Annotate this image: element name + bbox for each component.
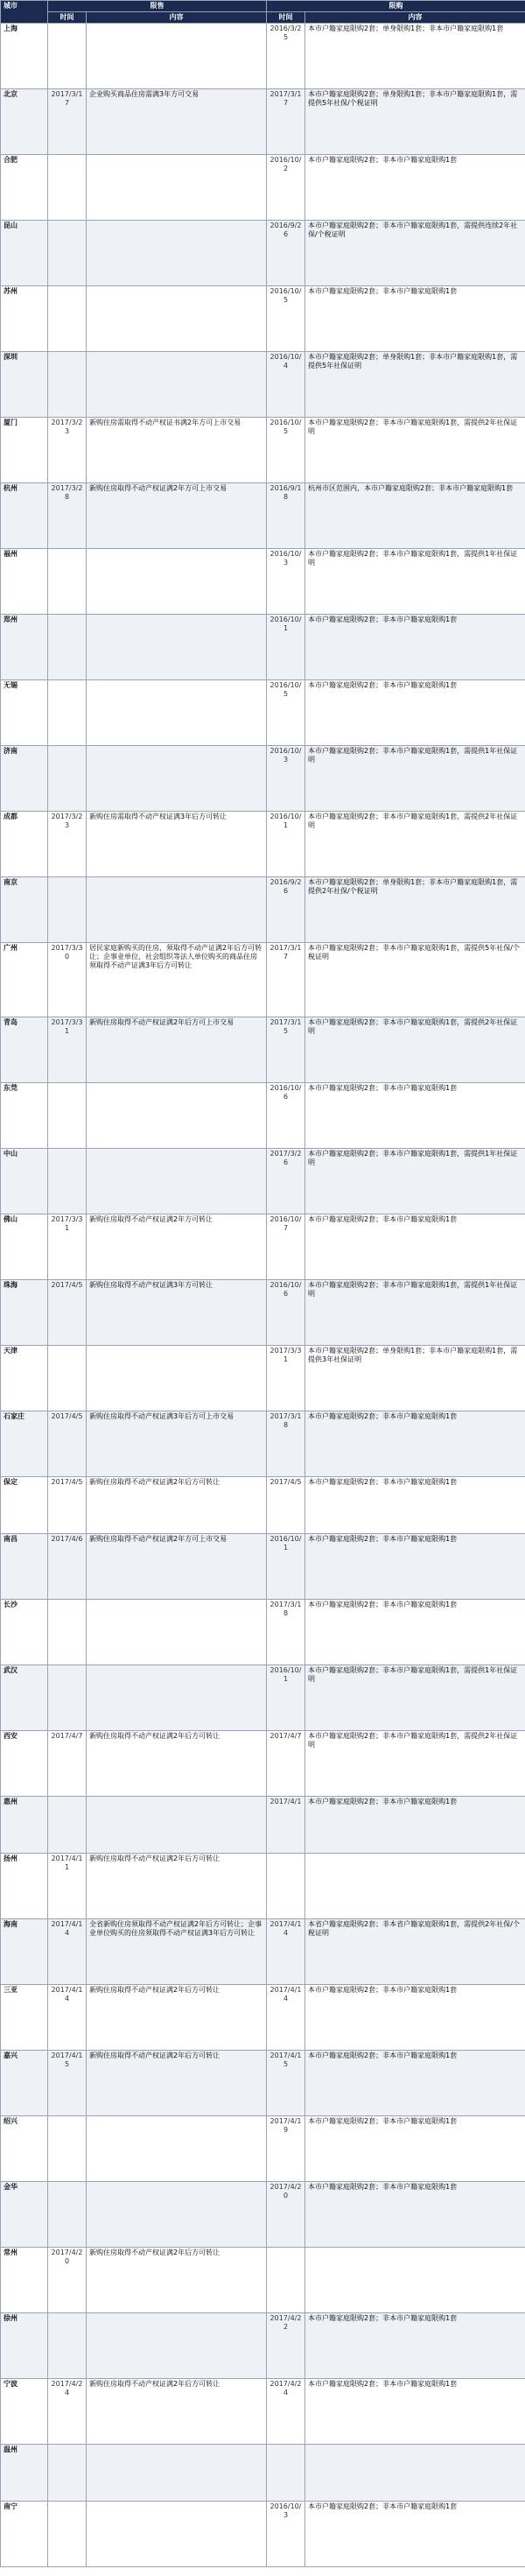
buy-time-cell: 2017/4/5 — [267, 1477, 305, 1534]
buy-content-cell: 本市户籍家庭限购2套；非本市户籍家庭限购1套，需提供连续2年社保/个税证明 — [305, 221, 525, 286]
buy-time-cell: 2016/10/5 — [267, 680, 305, 746]
buy-time-cell: 2016/10/5 — [267, 286, 305, 352]
sale-content-cell — [87, 1797, 267, 1854]
sale-time-cell — [48, 2502, 87, 2567]
sale-content-cell: 新购住房取得不动产权证满3年后方可上市交易 — [87, 1411, 267, 1477]
city-cell: 苏州 — [1, 286, 48, 352]
sale-time-cell: 2017/4/7 — [48, 1731, 87, 1797]
buy-time-cell: 2017/4/7 — [267, 1731, 305, 1797]
table-row — [1, 2051, 525, 2116]
buy-content-cell: 本市户籍家庭限购2套；非本市户籍家庭限购1套 — [305, 2502, 525, 2567]
table-row — [1, 418, 525, 483]
city-cell: 无锡 — [1, 680, 48, 746]
buy-content-cell: 本市户籍家庭限购2套；非本市户籍家庭限购1套 — [305, 1534, 525, 1600]
sale-content-cell — [87, 2116, 267, 2182]
sale-content-cell: 新购住房取得不动产权证满2年后方可转让 — [87, 2379, 267, 2445]
buy-content-cell: 本省户籍家庭限购2套；非本省户籍家庭限购1套，需提供2年社保/个税证明 — [305, 1919, 525, 1985]
sale-time-cell — [48, 2116, 87, 2182]
buy-content-cell: 本市户籍家庭限购2套；非本市户籍家庭限购1套 — [305, 1083, 525, 1149]
buy-content-cell — [305, 2248, 525, 2313]
buy-time-cell: 2017/4/22 — [267, 2313, 305, 2379]
city-cell: 合肥 — [1, 155, 48, 221]
buy-time-cell: 2016/10/1 — [267, 812, 305, 877]
buy-content-cell: 本市户籍家庭限购2套；非本市户籍家庭限购1套，需提供2年社保证明 — [305, 1731, 525, 1797]
city-cell: 海南 — [1, 1919, 48, 1985]
sale-content-cell: 新购住房取得不动产权证满2年方可转让 — [87, 1214, 267, 1280]
sale-content-cell: 全省新购住房须取得不动产权证满2年后方可转让；企事业单位购买的住房须取得不动产权证满3年后方可转让 — [87, 1919, 267, 1985]
buy-content-cell: 本市户籍家庭限购2套；非本市户籍家庭限购1套 — [305, 2116, 525, 2182]
header-restrict-sale: 限售 — [48, 1, 267, 12]
table-row — [1, 2182, 525, 2248]
sale-content-cell: 新购住房取得不动产权证满2年后方可转让 — [87, 1854, 267, 1919]
table-row — [1, 483, 525, 549]
buy-content-cell: 本市户籍家庭限购2套；非本市户籍家庭限购1套 — [305, 155, 525, 221]
city-cell: 昆山 — [1, 221, 48, 286]
buy-content-cell: 本市户籍家庭限购2套；非本市户籍家庭限购1套 — [305, 286, 525, 352]
city-cell: 济南 — [1, 746, 48, 812]
buy-content-cell: 本市户籍家庭限购2套；非本市户籍家庭限购1套，需提供1年社保证明 — [305, 549, 525, 615]
table-row — [1, 221, 525, 286]
sale-time-cell: 2017/3/23 — [48, 812, 87, 877]
city-cell: 广州 — [1, 943, 48, 1017]
buy-time-cell: 2016/10/7 — [267, 1214, 305, 1280]
sale-content-cell — [87, 1346, 267, 1411]
buy-time-cell: 2017/3/26 — [267, 1149, 305, 1214]
buy-content-cell: 本市户籍家庭限购2套；非本市户籍家庭限购1套 — [305, 615, 525, 680]
buy-time-cell: 2016/10/1 — [267, 1665, 305, 1731]
city-cell: 保定 — [1, 1477, 48, 1534]
buy-time-cell: 2016/10/5 — [267, 418, 305, 483]
sale-time-cell: 2017/3/17 — [48, 89, 87, 155]
sale-content-cell — [87, 1149, 267, 1214]
city-cell: 中山 — [1, 1149, 48, 1214]
table-row — [1, 2502, 525, 2567]
table-row — [1, 2445, 525, 2502]
table-row — [1, 1534, 525, 1600]
buy-time-cell: 2017/3/17 — [267, 89, 305, 155]
buy-content-cell: 本市户籍家庭限购2套；非本市户籍家庭限购1套，需提供2年社保证明 — [305, 418, 525, 483]
sale-time-cell: 2017/4/14 — [48, 1985, 87, 2051]
city-cell: 石家庄 — [1, 1411, 48, 1477]
sale-time-cell — [48, 24, 87, 89]
sale-time-cell — [48, 615, 87, 680]
table-row — [1, 943, 525, 1017]
sale-content-cell: 新购住房需取得不动产权证满3年后方可转让 — [87, 812, 267, 877]
table-row — [1, 1665, 525, 1731]
table-row — [1, 2313, 525, 2379]
city-cell: 佛山 — [1, 1214, 48, 1280]
sale-content-cell — [87, 2313, 267, 2379]
buy-content-cell: 杭州市区范围内，本市户籍家庭限购2套；非本市户籍家庭限购1套 — [305, 483, 525, 549]
sale-content-cell: 新购住房取得不动产权证满2年后方可转让 — [87, 1477, 267, 1534]
sale-time-cell: 2017/3/28 — [48, 483, 87, 549]
sale-time-cell — [48, 1346, 87, 1411]
sale-content-cell — [87, 1665, 267, 1731]
sale-content-cell: 新购住房取得不动产权证满2年方可上市交易 — [87, 483, 267, 549]
sale-content-cell: 新购住房取得不动产权证满2年后方可转让 — [87, 2051, 267, 2116]
buy-time-cell: 2016/10/4 — [267, 352, 305, 418]
city-cell: 西安 — [1, 1731, 48, 1797]
buy-time-cell: 2016/9/26 — [267, 221, 305, 286]
buy-content-cell: 本市户籍家庭限购2套；非本市户籍家庭限购1套 — [305, 1411, 525, 1477]
buy-content-cell: 本市户籍家庭限购2套；非本市户籍家庭限购1套，需提供1年社保证明 — [305, 1280, 525, 1346]
table-row — [1, 680, 525, 746]
city-cell: 常州 — [1, 2248, 48, 2313]
sale-time-cell — [48, 2182, 87, 2248]
city-cell: 金华 — [1, 2182, 48, 2248]
sale-time-cell: 2017/4/5 — [48, 1280, 87, 1346]
table-row — [1, 549, 525, 615]
buy-time-cell: 2017/4/24 — [267, 2379, 305, 2445]
buy-content-cell: 本市户籍家庭限购2套；非本市户籍家庭限购1套，需提供2年社保证明 — [305, 812, 525, 877]
city-cell: 宁波 — [1, 2379, 48, 2445]
header-sale-content: 内容 — [87, 12, 267, 24]
city-cell: 三亚 — [1, 1985, 48, 2051]
buy-content-cell: 本市户籍家庭限购2套；单身限购1套；非本市户籍家庭限购1套 — [305, 24, 525, 89]
buy-content-cell: 本市户籍家庭限购2套；单身限购1套；非本市户籍家庭限购1套，需提供3年社保证明 — [305, 1346, 525, 1411]
sale-time-cell — [48, 746, 87, 812]
table-row — [1, 89, 525, 155]
city-cell: 深圳 — [1, 352, 48, 418]
sale-content-cell — [87, 2445, 267, 2502]
sale-time-cell — [48, 549, 87, 615]
header-buy-time: 时间 — [267, 12, 305, 24]
city-cell: 珠海 — [1, 1280, 48, 1346]
sale-time-cell — [48, 1149, 87, 1214]
buy-time-cell: 2016/10/1 — [267, 1534, 305, 1600]
buy-content-cell: 本市户籍家庭限购2套；非本市户籍家庭限购1套 — [305, 1600, 525, 1665]
sale-content-cell — [87, 1083, 267, 1149]
city-cell: 厦门 — [1, 418, 48, 483]
sale-time-cell — [48, 352, 87, 418]
buy-time-cell: 2016/10/3 — [267, 549, 305, 615]
buy-content-cell: 本市户籍家庭限购2套；单身限购1套；非本市户籍家庭限购1套，需提供5年社保/个税证明 — [305, 89, 525, 155]
buy-time-cell — [267, 2445, 305, 2502]
buy-time-cell: 2016/10/3 — [267, 746, 305, 812]
buy-content-cell — [305, 1854, 525, 1919]
buy-time-cell: 2016/10/6 — [267, 1083, 305, 1149]
table-row — [1, 155, 525, 221]
buy-time-cell: 2017/3/17 — [267, 943, 305, 1017]
city-cell: 惠州 — [1, 1797, 48, 1854]
buy-time-cell: 2016/10/3 — [267, 2502, 305, 2567]
sale-time-cell — [48, 1083, 87, 1149]
header-sale-time: 时间 — [48, 12, 87, 24]
buy-time-cell: 2017/4/20 — [267, 2182, 305, 2248]
sale-content-cell — [87, 286, 267, 352]
sale-content-cell — [87, 221, 267, 286]
buy-content-cell: 本市户籍家庭限购2套；非本市户籍家庭限购1套 — [305, 1214, 525, 1280]
header-restrict-purchase: 限购 — [267, 1, 525, 12]
sale-content-cell — [87, 24, 267, 89]
city-cell: 绍兴 — [1, 2116, 48, 2182]
buy-time-cell: 2017/4/1 — [267, 1797, 305, 1854]
city-cell: 长沙 — [1, 1600, 48, 1665]
buy-content-cell: 本市户籍家庭限购2套；非本市户籍家庭限购1套 — [305, 680, 525, 746]
sale-content-cell: 新购住房取得不动产权证满2年后方可转让 — [87, 1731, 267, 1797]
buy-content-cell: 本市户籍家庭限购2套；非本市户籍家庭限购1套 — [305, 2182, 525, 2248]
city-cell: 上海 — [1, 24, 48, 89]
table-row — [1, 352, 525, 418]
buy-content-cell: 本市户籍家庭限购2套；非本市户籍家庭限购1套，需提供1年社保证明 — [305, 746, 525, 812]
buy-time-cell: 2016/9/26 — [267, 877, 305, 943]
sale-content-cell: 新购住房取得不动产权证满2年后方可转让 — [87, 1985, 267, 2051]
sale-time-cell: 2017/3/30 — [48, 943, 87, 1017]
sale-time-cell: 2017/4/5 — [48, 1477, 87, 1534]
buy-time-cell: 2017/3/18 — [267, 1411, 305, 1477]
buy-content-cell: 本市户籍家庭限购2套；非本市户籍家庭限购1套 — [305, 1985, 525, 2051]
city-cell: 成都 — [1, 812, 48, 877]
buy-content-cell: 本市户籍家庭限购2套；单身限购1套；非本市户籍家庭限购1套，需提供2年社保/个税证明 — [305, 877, 525, 943]
city-cell: 天津 — [1, 1346, 48, 1411]
buy-content-cell: 本市户籍家庭限购2套；非本市户籍家庭限购1套，需提供5年社保/个税证明 — [305, 943, 525, 1017]
sale-content-cell — [87, 2182, 267, 2248]
policy-table-body — [1, 24, 525, 2567]
table-row — [1, 24, 525, 89]
buy-time-cell: 2017/4/14 — [267, 1985, 305, 2051]
table-row — [1, 1854, 525, 1919]
sale-time-cell — [48, 1600, 87, 1665]
sale-content-cell — [87, 1600, 267, 1665]
buy-time-cell: 2016/3/25 — [267, 24, 305, 89]
sale-time-cell — [48, 155, 87, 221]
buy-time-cell: 2017/3/15 — [267, 1017, 305, 1083]
sale-time-cell: 2017/3/31 — [48, 1017, 87, 1083]
table-row — [1, 1149, 525, 1214]
sale-time-cell — [48, 877, 87, 943]
buy-content-cell: 本市户籍家庭限购2套；非本市户籍家庭限购1套 — [305, 2313, 525, 2379]
sale-time-cell: 2017/4/20 — [48, 2248, 87, 2313]
table-row — [1, 1985, 525, 2051]
sale-time-cell — [48, 2313, 87, 2379]
sale-time-cell — [48, 286, 87, 352]
sale-time-cell: 2017/4/15 — [48, 2051, 87, 2116]
table-row — [1, 615, 525, 680]
sale-content-cell — [87, 352, 267, 418]
table-row — [1, 1083, 525, 1149]
buy-time-cell — [267, 1854, 305, 1919]
buy-time-cell: 2016/10/1 — [267, 615, 305, 680]
buy-content-cell: 本市户籍家庭限购2套；非本市户籍家庭限购1套，需提供1年社保证明 — [305, 1665, 525, 1731]
table-row — [1, 286, 525, 352]
sale-time-cell: 2017/4/24 — [48, 2379, 87, 2445]
buy-content-cell: 本市户籍家庭限购2套；非本市户籍家庭限购1套 — [305, 2379, 525, 2445]
table-row — [1, 1280, 525, 1346]
city-cell: 南宁 — [1, 2502, 48, 2567]
table-row — [1, 746, 525, 812]
buy-time-cell: 2017/3/18 — [267, 1600, 305, 1665]
sale-content-cell: 居民家庭新购买的住房，须取得不动产证满2年后方可转让；企事业单位、社会组织等法人单位购买的商品住房须取得不动产证满3年后方可转让 — [87, 943, 267, 1017]
table-row — [1, 1797, 525, 1854]
sale-time-cell — [48, 680, 87, 746]
table-row — [1, 1919, 525, 1985]
sale-time-cell: 2017/4/14 — [48, 1919, 87, 1985]
buy-time-cell: 2017/4/19 — [267, 2116, 305, 2182]
table-row — [1, 1731, 525, 1797]
buy-content-cell — [305, 2445, 525, 2502]
buy-time-cell: 2016/10/6 — [267, 1280, 305, 1346]
city-cell: 青岛 — [1, 1017, 48, 1083]
buy-content-cell: 本市户籍家庭限购2套；非本市户籍家庭限购1套 — [305, 2051, 525, 2116]
sale-content-cell — [87, 2502, 267, 2567]
buy-content-cell: 本市户籍家庭限购2套；非本市户籍家庭限购1套，需提供2年社保证明 — [305, 1017, 525, 1083]
city-cell: 武汉 — [1, 1665, 48, 1731]
buy-content-cell: 本市户籍家庭限购2套；非本市户籍家庭限购1套，需提供1年社保证明 — [305, 1149, 525, 1214]
buy-time-cell: 2017/4/14 — [267, 1919, 305, 1985]
table-row — [1, 2116, 525, 2182]
sale-content-cell: 新购住房取得不动产权证满2年后方可上市交易 — [87, 1017, 267, 1083]
city-cell: 杭州 — [1, 483, 48, 549]
city-cell: 嘉兴 — [1, 2051, 48, 2116]
sale-content-cell — [87, 746, 267, 812]
city-cell: 南昌 — [1, 1534, 48, 1600]
buy-content-cell: 本市户籍家庭限购2套；单身限购1套；非本市户籍家庭限购1套，需提供5年社保证明 — [305, 352, 525, 418]
buy-time-cell: 2017/4/15 — [267, 2051, 305, 2116]
city-cell: 东莞 — [1, 1083, 48, 1149]
sale-time-cell — [48, 2445, 87, 2502]
sale-time-cell — [48, 1797, 87, 1854]
buy-content-cell: 本市户籍家庭限购2套；非本市户籍家庭限购1套 — [305, 1477, 525, 1534]
table-row — [1, 1411, 525, 1477]
sale-content-cell: 企业购买商品住房需满3年方可交易 — [87, 89, 267, 155]
city-cell: 北京 — [1, 89, 48, 155]
table-row — [1, 1600, 525, 1665]
sale-content-cell — [87, 680, 267, 746]
city-cell: 温州 — [1, 2445, 48, 2502]
sale-content-cell: 新购住房需取得不动产权证书满2年方可上市交易 — [87, 418, 267, 483]
table-row — [1, 1214, 525, 1280]
sale-content-cell — [87, 549, 267, 615]
buy-time-cell — [267, 2248, 305, 2313]
sale-content-cell: 新购住房取得不动产权证满3年方可转让 — [87, 1280, 267, 1346]
sale-time-cell: 2017/4/5 — [48, 1411, 87, 1477]
sale-content-cell: 新购住房取得不动产权证满2年后方可转让 — [87, 2248, 267, 2313]
city-cell: 徐州 — [1, 2313, 48, 2379]
city-cell: 郑州 — [1, 615, 48, 680]
city-cell: 扬州 — [1, 1854, 48, 1919]
table-row — [1, 812, 525, 877]
sale-time-cell: 2017/4/6 — [48, 1534, 87, 1600]
buy-time-cell: 2016/9/18 — [267, 483, 305, 549]
table-row — [1, 2379, 525, 2445]
table-row — [1, 2248, 525, 2313]
sale-time-cell: 2017/3/23 — [48, 418, 87, 483]
buy-time-cell: 2017/3/31 — [267, 1346, 305, 1411]
table-row — [1, 1346, 525, 1411]
header-city: 城市 — [1, 1, 48, 24]
header-buy-content: 内容 — [305, 12, 525, 24]
sale-time-cell: 2017/4/11 — [48, 1854, 87, 1919]
buy-content-cell: 本市户籍家庭限购2套；非本市户籍家庭限购1套 — [305, 1797, 525, 1854]
sale-time-cell — [48, 1665, 87, 1731]
sale-content-cell: 新购住房取得不动产权证满2年方可上市交易 — [87, 1534, 267, 1600]
city-cell: 南京 — [1, 877, 48, 943]
table-row — [1, 1477, 525, 1534]
sale-content-cell — [87, 155, 267, 221]
sale-content-cell — [87, 877, 267, 943]
buy-time-cell: 2016/10/2 — [267, 155, 305, 221]
sale-content-cell — [87, 615, 267, 680]
sale-time-cell: 2017/3/31 — [48, 1214, 87, 1280]
table-row — [1, 877, 525, 943]
sale-time-cell — [48, 221, 87, 286]
table-row — [1, 1017, 525, 1083]
city-cell: 福州 — [1, 549, 48, 615]
